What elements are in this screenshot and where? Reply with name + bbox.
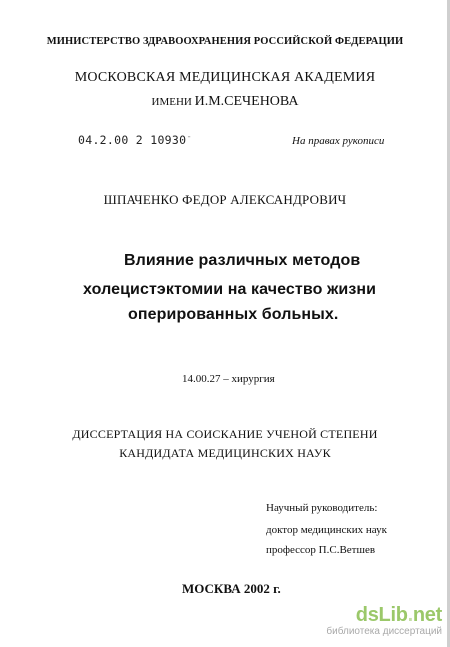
watermark-brand-right: net — [412, 604, 442, 626]
stamp-number: 04.2.00 2 10930 — [78, 132, 187, 147]
specialty-code: 14.00.27 – хирургия — [182, 373, 275, 385]
thesis-title-line-2: холецистэктомии на качество жизни — [83, 281, 377, 298]
degree-line-2: КАНДИДАТА МЕДИЦИНСКИХ НАУК — [119, 446, 331, 460]
manuscript-rights-note: На правах рукописи — [292, 135, 385, 147]
dslib-watermark[interactable] — [312, 604, 442, 638]
watermark-subtitle: библиотека диссертаций — [326, 626, 442, 637]
academy-subheading — [0, 94, 450, 110]
supervisor-name: профессор П.С.Ветшев — [266, 544, 376, 556]
thesis-title-line-1: Влияние различных методов — [124, 252, 361, 269]
watermark-logo — [312, 604, 442, 626]
supervisor-label: Научный руководитель: — [266, 502, 378, 514]
stamp-mark: - — [186, 132, 193, 142]
supervisor-degree: доктор медицинских наук — [266, 524, 387, 536]
degree-line-1: ДИССЕРТАЦИЯ НА СОИСКАНИЕ УЧЕНОЙ СТЕПЕНИ — [72, 427, 378, 441]
watermark-brand-dot: . — [407, 604, 413, 626]
registration-stamp — [78, 132, 192, 147]
academy-prefix: ИМЕНИ — [151, 96, 192, 108]
thesis-title-line-3: оперированных больных. — [128, 306, 339, 323]
watermark-brand-left: dsLib — [355, 604, 408, 626]
author-name: ШПАЧЕНКО ФЕДОР АЛЕКСАНДРОВИЧ — [103, 192, 347, 207]
academy-honoree: И.М.СЕЧЕНОВА — [194, 94, 299, 109]
city-year: МОСКВА 2002 г. — [182, 581, 281, 596]
ministry-heading: МИНИСТЕРСТВО ЗДРАВООХРАНЕНИЯ РОССИЙСКОЙ ФЕДЕРАЦИИ — [46, 36, 404, 47]
academy-heading: МОСКОВСКАЯ МЕДИЦИНСКАЯ АКАДЕМИЯ — [74, 70, 376, 85]
